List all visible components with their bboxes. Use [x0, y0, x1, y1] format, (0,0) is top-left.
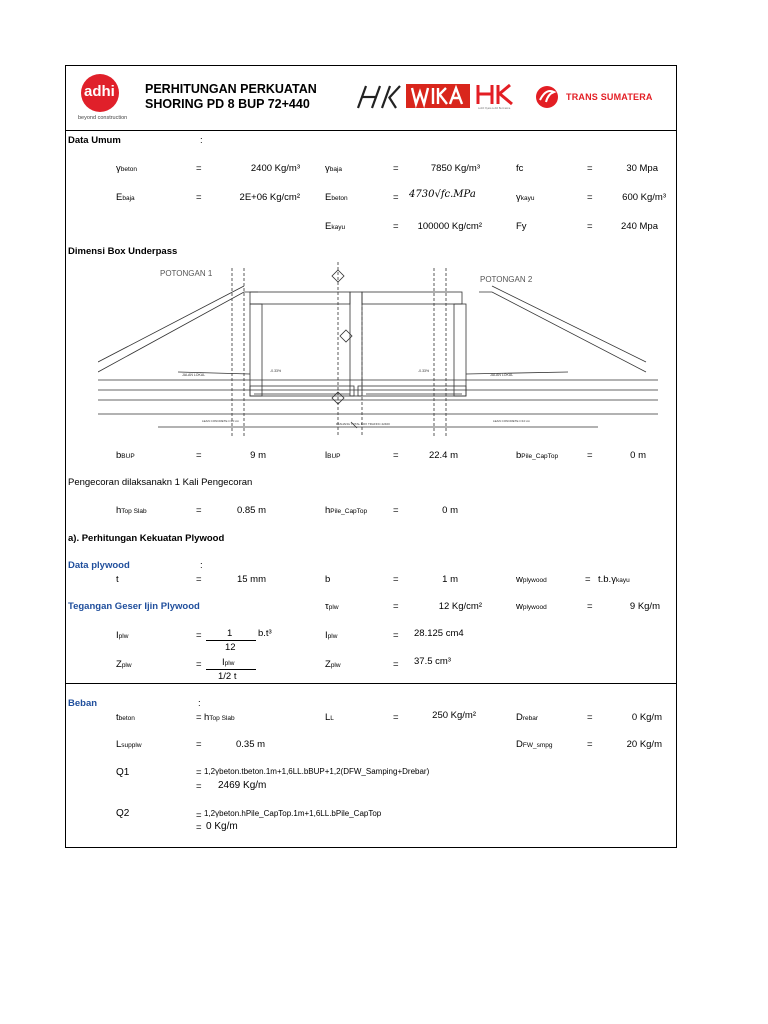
gamma-baja-label: γbaja — [325, 163, 343, 174]
w-plywood2-label: wplywood — [516, 601, 547, 612]
panjang-total-label: PANJANG TOTAL BOX TRAFFIC 22400 — [336, 422, 390, 426]
fc-eq: = — [587, 163, 593, 174]
t-beton-eq: = — [196, 712, 202, 723]
e-beton-value: 4730√fc.MPa — [409, 189, 476, 200]
e-beton-eq: = — [393, 192, 399, 203]
i-plw-denominator: 12 — [225, 642, 236, 653]
i-plw-label: Iplw — [116, 630, 129, 641]
fc-value: 30 Mpa — [626, 163, 658, 174]
tau-plw-label: τplw — [325, 601, 339, 612]
z-plw-value-eq: = — [393, 659, 399, 670]
gamma-kayu-eq: = — [587, 192, 593, 203]
h-pile-value: 0 m — [442, 505, 458, 516]
b-bup-value: 9 m — [250, 450, 266, 461]
gamma-kayu-label: γkayu — [516, 192, 535, 203]
i-plw-value-eq: = — [393, 630, 399, 641]
tegangan-heading: Tegangan Geser Ijin Plywood — [68, 601, 200, 612]
l-supplw-value: 0.35 m — [236, 739, 266, 750]
data-umum-colon: : — [200, 135, 203, 146]
b-bup-label: bBUP — [116, 450, 135, 461]
t-beton-value: hTop Slab — [204, 712, 235, 723]
q2-label: Q2 — [116, 808, 130, 819]
tau-plw-eq: = — [393, 601, 399, 612]
d-fw-value: 20 Kg/m — [626, 739, 662, 750]
z-plw-eq: = — [196, 659, 202, 670]
e-kayu-label: Ekayu — [325, 221, 346, 232]
data-plywood-colon: : — [200, 560, 203, 571]
h-pile-eq: = — [393, 505, 399, 516]
b-value: 1 m — [442, 574, 458, 585]
q2-value: 0 Kg/m — [206, 821, 238, 832]
pengecoran-note: Pengecoran dilaksanakn 1 Kali Pengecoran — [68, 477, 253, 488]
q1-eq2: = — [196, 781, 202, 792]
plywood-heading: a). Perhitungan Kekuatan Plywood — [68, 533, 225, 544]
z-plw-value: 37.5 cm³ — [414, 656, 451, 667]
q1-eq: = — [196, 767, 202, 778]
i-plw-numerator: 1 — [227, 628, 233, 639]
h-top-slab-value: 0.85 m — [236, 505, 266, 516]
e-baja-value: 2E+06 Kg/cm² — [239, 192, 300, 203]
q2-eq2: = — [196, 822, 202, 833]
i-plw-fraction-bar — [206, 640, 256, 641]
t-value: 15 mm — [236, 574, 266, 585]
gamma-beton-label: γbeton — [116, 163, 138, 174]
i-plw-value: 28.125 cm4 — [414, 628, 464, 639]
lean-left-label: LEAN CONCRETE t=10 cm — [202, 419, 240, 423]
data-plywood-heading: Data plywood — [68, 560, 130, 571]
jalan-lokal-left-label: JALAN LOKAL — [182, 373, 206, 377]
b-pile-label: bPile_CapTop — [516, 450, 559, 461]
w-plywood-formula: t.b.γkayu — [598, 574, 630, 585]
l-bup-label: lBUP — [325, 450, 341, 461]
b-pile-value: 0 m — [630, 450, 646, 461]
b-eq: = — [393, 574, 399, 585]
tau-plw-value: 12 Kg/cm² — [438, 601, 482, 612]
d-fw-label: DFW_smpg — [516, 739, 553, 750]
trans-sumatera-icon — [534, 84, 562, 110]
t-label: t — [116, 574, 119, 585]
fy-label: Fy — [516, 221, 527, 232]
beban-divider — [65, 683, 677, 684]
doc-title-line1: PERHITUNGAN PERKUATAN — [145, 82, 317, 96]
b-label: b — [325, 574, 331, 585]
w-plywood-eq: = — [585, 574, 591, 585]
w-plywood-label: wplywood — [516, 574, 547, 585]
d-rebar-label: Drebar — [516, 712, 539, 723]
z-plw-fraction-bar — [206, 669, 256, 670]
b-bup-eq: = — [196, 450, 202, 461]
header-divider — [65, 130, 677, 131]
hk-tagline: Lebih Nyata Lebih Bermakna — [478, 107, 511, 110]
h-pile-label: hPile_CapTop — [325, 505, 368, 516]
z-plw-denominator: 1/2 t — [218, 671, 237, 682]
gamma-beton-value: 2400 Kg/m³ — [250, 163, 300, 174]
fy-eq: = — [587, 221, 593, 232]
i-plw-eq: = — [196, 630, 202, 641]
l-supplw-eq: = — [196, 739, 202, 750]
t-beton-label: tbeton — [116, 712, 135, 723]
gamma-baja-value: 7850 Kg/m³ — [430, 163, 480, 174]
trans-sumatera-text: TRANS SUMATERA — [566, 92, 653, 102]
slope-right-label: -0.33% — [418, 369, 430, 373]
slope-left-label: -0.33% — [270, 369, 282, 373]
w-plywood2-eq: = — [587, 601, 593, 612]
i-plw-value-label: Iplw — [325, 630, 338, 641]
l-bup-eq: = — [393, 450, 399, 461]
ll-label: LL — [325, 712, 334, 723]
q1-value: 2469 Kg/m — [218, 780, 267, 791]
e-kayu-value: 100000 Kg/cm² — [417, 221, 482, 232]
data-umum-heading: Data Umum — [68, 135, 121, 146]
doc-title-line2: SHORING PD 8 BUP 72+440 — [145, 97, 310, 111]
potongan2-label: POTONGAN 2 — [480, 275, 533, 284]
l-bup-value: 22.4 m — [428, 450, 458, 461]
e-beton-label: Ebeton — [325, 192, 348, 203]
h-top-slab-label: hTop Slab — [116, 505, 147, 516]
w-plywood2-value: 9 Kg/m — [629, 601, 660, 612]
i-plw-rest: b.t³ — [258, 628, 272, 639]
dimensi-heading: Dimensi Box Underpass — [68, 246, 178, 257]
l-supplw-label: Lsupplw — [116, 739, 142, 750]
gamma-beton-eq: = — [196, 163, 202, 174]
adhi-logo-text: adhi — [84, 83, 115, 100]
hk-logo — [352, 82, 404, 112]
t-eq: = — [196, 574, 202, 585]
beban-heading: Beban — [68, 698, 98, 709]
d-fw-eq: = — [587, 739, 593, 750]
d-rebar-eq: = — [587, 712, 593, 723]
document-frame — [65, 65, 677, 848]
z-plw-label: Zplw — [116, 659, 132, 670]
box-underpass-drawing — [98, 262, 658, 437]
e-kayu-eq: = — [393, 221, 399, 232]
ll-value: 250 Kg/m² — [432, 710, 476, 721]
d-rebar-value: 0 Kg/m — [631, 712, 662, 723]
adhi-logo-tagline: beyond construction — [78, 115, 128, 121]
q1-formula: 1,2γbeton.tbeton.1m+1,6LL.bBUP+1,2(DFW_Samping+Drebar) — [204, 767, 430, 776]
lean-right-label: LEAN CONCRETE t=10 cm — [493, 419, 531, 423]
gamma-kayu-value: 600 Kg/m³ — [622, 192, 666, 203]
gamma-baja-eq: = — [393, 163, 399, 174]
ll-eq: = — [393, 712, 399, 723]
fy-value: 240 Mpa — [621, 221, 658, 232]
e-baja-eq: = — [196, 192, 202, 203]
b-pile-eq: = — [587, 450, 593, 461]
e-baja-label: Ebaja — [116, 192, 135, 203]
q1-label: Q1 — [116, 767, 130, 778]
wika-logo — [406, 84, 470, 108]
h-top-slab-eq: = — [196, 505, 202, 516]
fc-label: fc — [516, 163, 524, 174]
potongan1-label: POTONGAN 1 — [160, 269, 213, 278]
z-plw-numerator: Iplw — [222, 657, 235, 668]
z-plw-value-label: Zplw — [325, 659, 341, 670]
beban-colon: : — [198, 698, 201, 709]
jalan-lokal-right-label: JALAN LOKAL — [490, 373, 514, 377]
q2-eq: = — [196, 810, 202, 821]
q2-formula: 1,2γbeton.hPile_CapTop.1m+1,6LL.bPile_CapTop — [204, 809, 382, 818]
